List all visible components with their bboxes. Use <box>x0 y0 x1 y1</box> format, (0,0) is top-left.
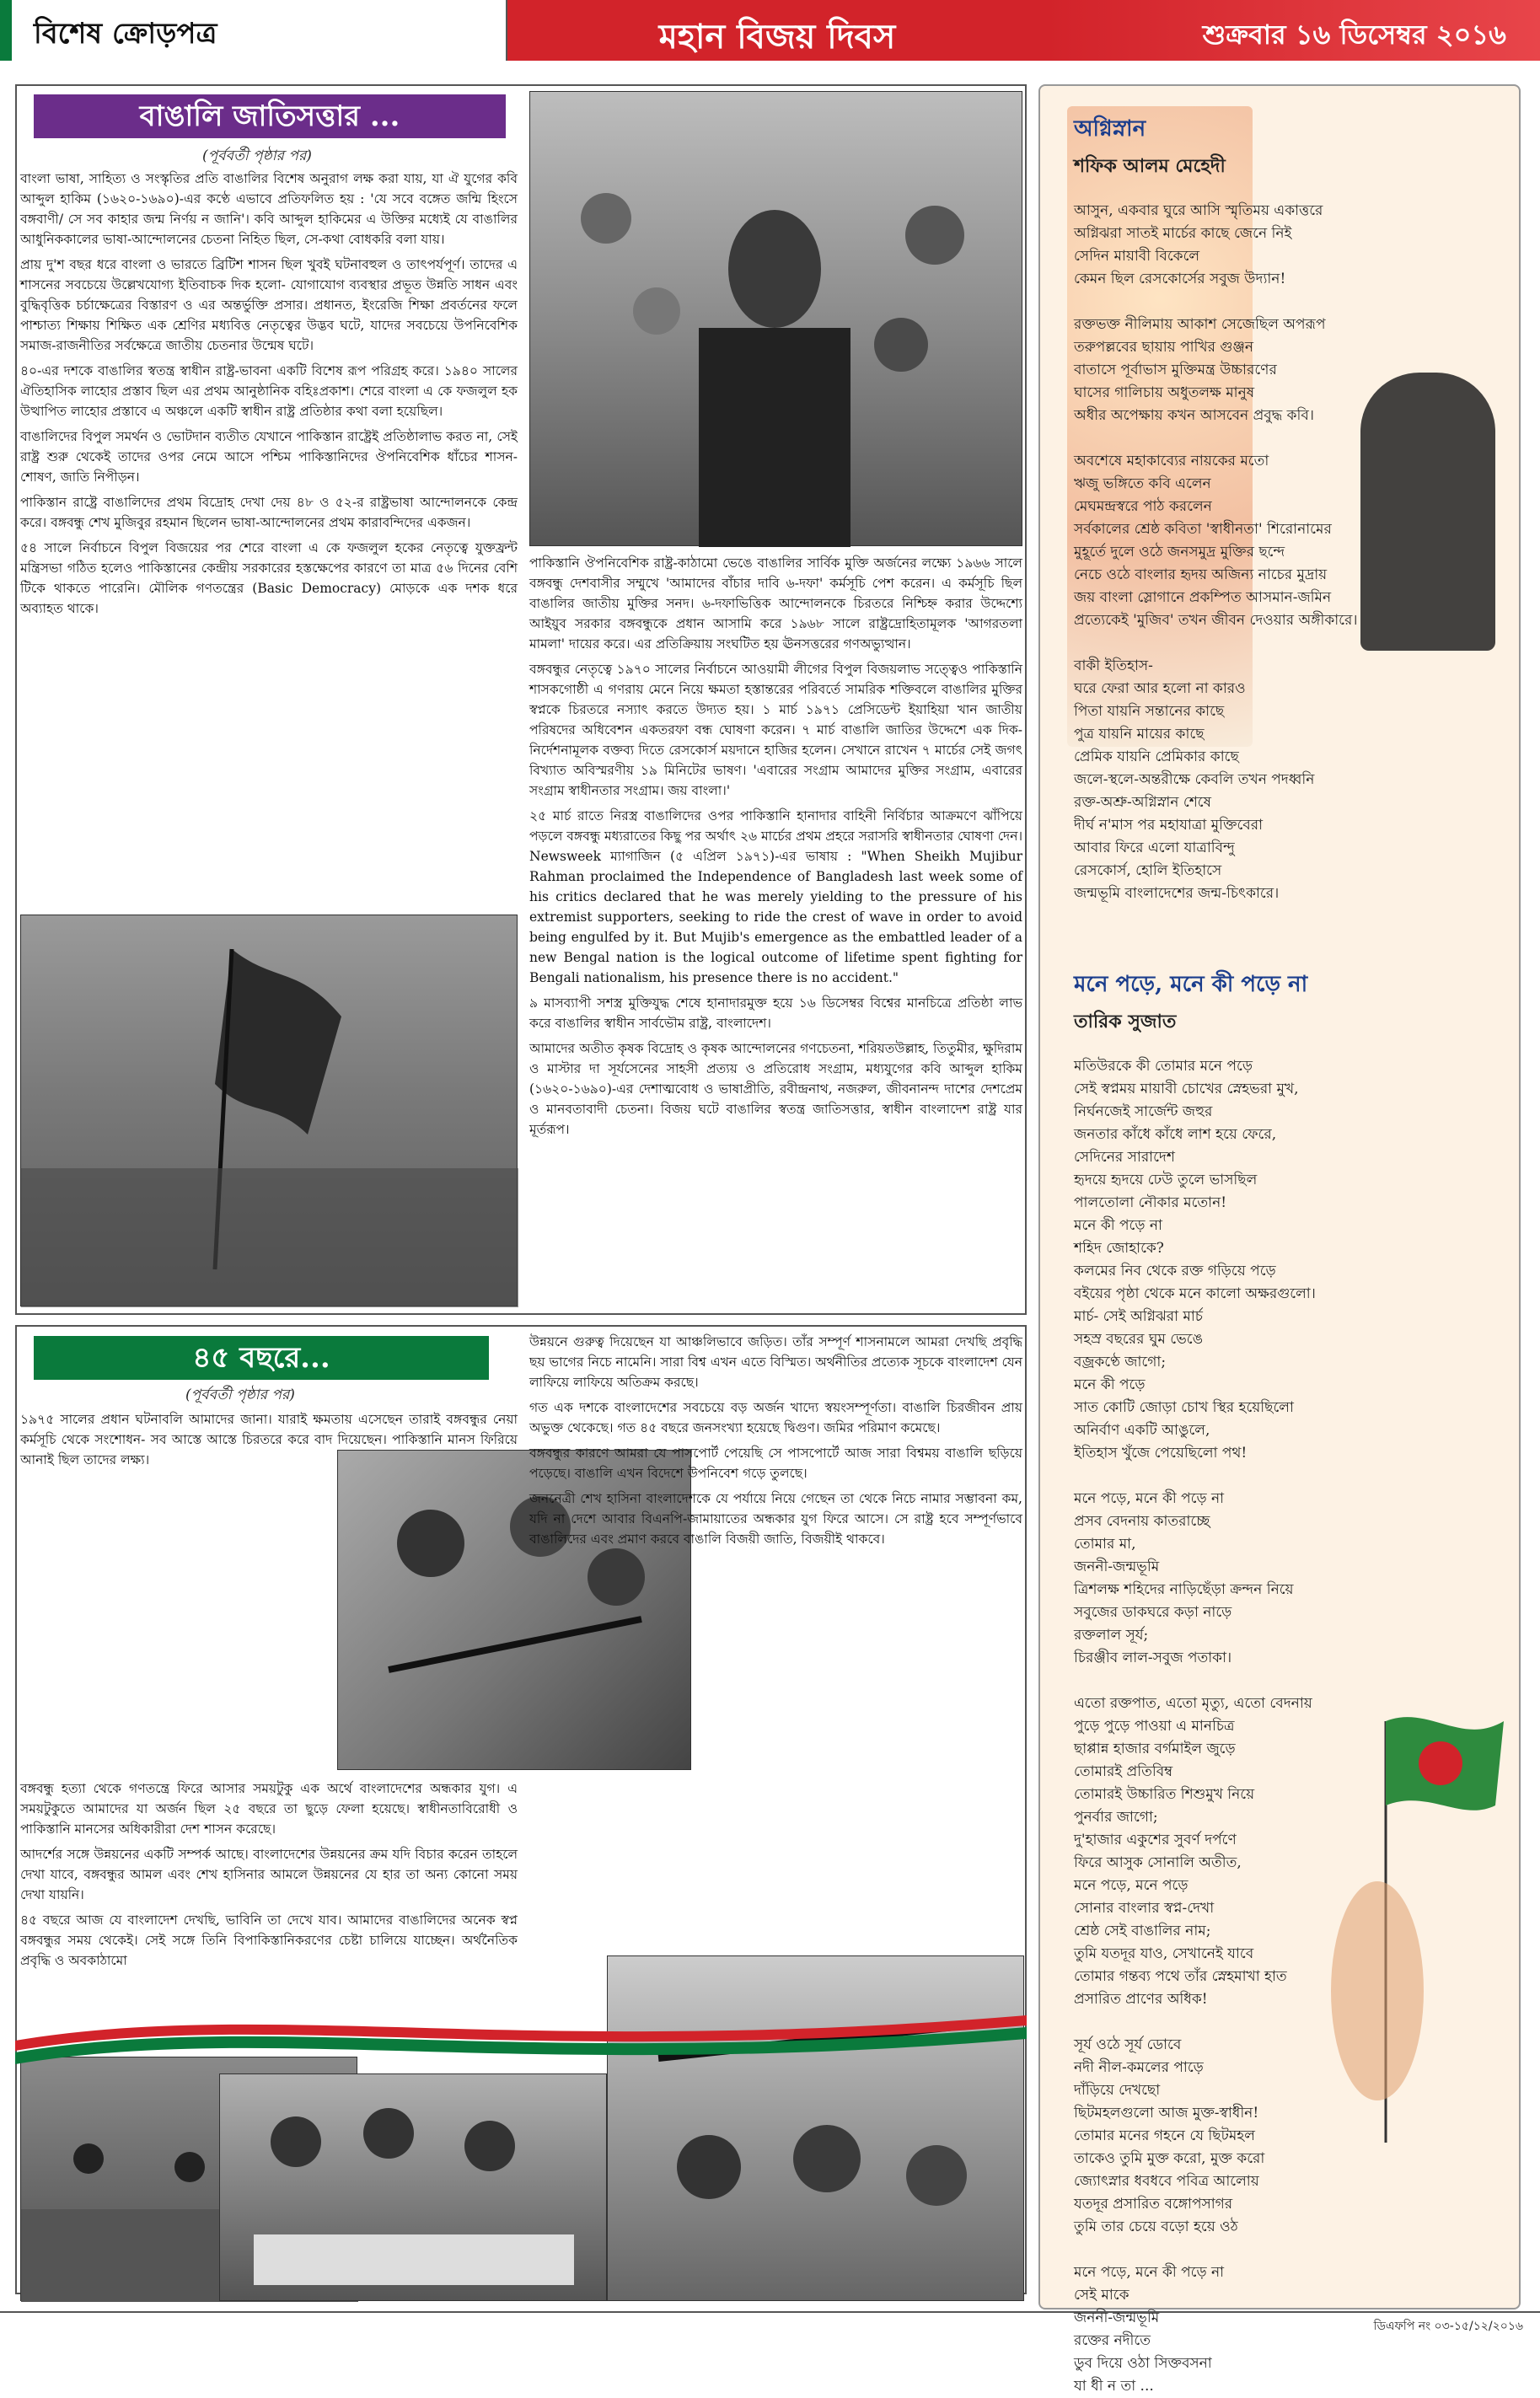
article1-col2-para: আমাদের অতীত কৃষক বিদ্রোহ ও কৃষক আন্দোলনের গণচেতনা, শরিয়তউল্লাহ, তিতুমীর, ক্ষুদিরাম ও মাস্টার দা সূর্যসেনের সাহসী প্রত্যয় ও প্রতিরোধ সংগ্রাম, মধ্যযুগের কবি আব্দুল হাকিম (১৬২০-১৬৯০)-এর দেশাত্মবোধ ও ভাষাপ্রীতি, রবীন্দ্রনাথ, নজরুল, জীবনানন্দ দাশের দেশপ্রেম ও মানবতাবাদী চেতনা। বিজয় ঘটে বাঙালির স্বতন্ত্র জাতিসত্তার, স্বাধীন বাংলাদেশ রাষ্ট্র যার মূর্তরূপ। <box>529 1041 1022 1137</box>
masthead-right <box>1047 0 1540 61</box>
article2-para: ৪৫ বছরে আজ যে বাংলাদেশ দেখছি, ভাবিনি তা দেখে যাব। আমাদের বাঙালিদের অনেক স্বপ্ন বঙ্গবন্ধুর সময় থেকেই। সেই সঙ্গে তিনি বিপাকিস্তানিকরণের চেষ্টা চালিয়ে যাচ্ছেন। অর্থনৈতিক প্রবৃদ্ধি ও অবকাঠামো <box>20 1912 518 1968</box>
victory-crowd-photo <box>607 1955 1024 2301</box>
article1-para: বাঙালিদের বিপুল সমর্থন ও ভোটদান ব্যতীত যেখানে পাকিস্তান রাষ্ট্রেই প্রতিষ্ঠালাভ করত না, সেই রাষ্ট্র শুরু থেকেই তাদের ওপর নেমে আসে পশ্চিম পাকিস্তানিদের ঔপনিবেশিক ধাঁচের শাসন-শোষণ, জাতি নিপীড়ন। <box>20 429 518 485</box>
masthead-left <box>0 0 507 61</box>
poem2 <box>1074 967 1495 2398</box>
page-title: মহান বিজয় দিবস <box>658 17 896 56</box>
article2-para: বঙ্গবন্ধু হত্যা থেকে গণতন্ত্রে ফিরে আসার সময়টুকু এক অর্থে বাংলাদেশের অন্ধকার যুগ। এ সময়টুকুতে আমাদের যা অর্জন ছিল ২৫ বছরে তা ছুড়ে ফেলা হয়েছে। স্বাধীনতাবিরোধী ও পাকিস্তানি মানসের অধিকারীরা দেশ শাসন করেছে। <box>20 1781 518 1837</box>
article1-para: বাংলা ভাষা, সাহিত্য ও সংস্কৃতির প্রতি বাঙালির বিশেষ অনুরাগ লক্ষ করা যায়, যা ঐ যুগের কবি আব্দুল হাকিম (১৬২০-১৬৯০)-এর কণ্ঠে এভাবে প্রতিফলিত হয় : 'যে সবে বঙ্গেত জন্মি হিংসে বঙ্গবাণী/ সে সব কাহার জন্ম নির্ণয় ন জানি'। কবি আব্দুল হাকিমের এ উক্তির মধ্যেই যে বাঙালির আধুনিককালের ভাষা-আন্দোলনের চেতনা নিহিত ছিল, সে-কথা বোধকরি বলা যায়। <box>20 171 518 247</box>
surrender-signing-photo <box>219 2073 607 2301</box>
article1-column1 <box>20 169 518 910</box>
dfp-code: ডিএফপি নং ০৩-১৫/১২/২০১৬ <box>1373 2320 1523 2333</box>
poem2-title: মনে পড়ে, মনে কী পড়ে না <box>1074 972 1308 997</box>
poem1 <box>1074 111 1495 905</box>
article1-continued-note: (পূর্ববর্তী পৃষ্ঠার পর) <box>202 148 312 164</box>
flag-bearers-photo <box>20 915 518 1306</box>
article1-para: প্রায় দু'শ বছর ধরে বাংলা ও ভারতে ব্রিটিশ শাসন ছিল খুবই ঘটনাবহুল ও তাৎপর্যপূর্ণ। তাদের এ শাসনের সবচেয়ে উল্লেখযোগ্য ইতিবাচক দিক হলো- যোগাযোগ ব্যবস্থার প্রভূত উন্নতি সাধন এবং বুদ্ধিবৃত্তিক চর্চাক্ষেত্রের বিস্তারণ ও এর অন্তর্ভুক্তি প্রসার। প্রধানত, ইংরেজি শিক্ষা প্রবর্তনের ফলে পাশ্চাত্য শিক্ষায় শিক্ষিত এক শ্রেণির মধ্যবিত্ত নেতৃত্বের উদ্ভব ঘটে, যাদের সবচেয়ে উপনিবেশিক সমাজ-রাজনীতির সর্বক্ষেত্রে জাতীয় চেতনার উন্মেষ ঘটে। <box>20 257 518 353</box>
crowd-icon <box>530 92 1023 547</box>
poem1-text: আসুন, একবার ঘুরে আসি স্মৃতিময় একাত্তরে অগ্নিঝরা সাতই মার্চের কাছে জেনে নিই সেদিন মায়াবী বিকেলে কেমন ছিল রেসকোর্সের সবুজ উদ্যান! রক্তভক্ত নীলিমায় আকাশ সেজেছিল অপরূপ তরুপল্লবের ছায়ায় পাখির গুঞ্জন বাতাসে পূর্বাভাস মুক্তিমন্ত্র উচ্চারণের ঘাসের গালিচায় অধুতলক্ষ মানুষ অধীর অপেক্ষায় কখন আসবেন প্রবুদ্ধ কবি। অবশেষে মহাকাব্যের নায়কের মতো ঋজু ভঙ্গিতে কবি এলেন মেঘমন্দ্রস্বরে পাঠ করলেন সর্বকালের শ্রেষ্ঠ কবিতা 'স্বাধীনতা' শিরোনামের মুহূর্তে দুলে ওঠে জনসমুদ্র মুক্তির ছন্দে নেচে ওঠে বাংলার হৃদয় অজিন্য নাচের মুদ্রায় জয় বাংলা স্লোগানে প্রকম্পিত আসমান-জমিন প্রত্যেকেই 'মুজিব' তখন জীবন দেওয়ার অঙ্গীকারে। বাকী ইতিহাস- ঘরে ফেরা আর হলো না কারও পিতা যায়নি সন্তানের কাছে পুত্র যায়নি মায়ের কাছে প্রেমিক যায়নি প্রেমিকার কাছে জলে-স্থলে-অন্তরীক্ষে কেবলি তখন পদধ্বনি রক্ত-অশ্রু-অগ্নিস্নান শেষে দীর্ঘ ন'মাস পর মহাযাত্রা মুক্তিবেরা আবার ফিরে এলো যাত্রাবিন্দু রেসকোর্স, হোলি ইতিহাসে জন্মভূমি বাংলাদেশের জন্ম-চিৎকারে। <box>1074 202 1358 902</box>
officers-icon <box>220 2074 608 2302</box>
poem2-text: মতিউরকে কী তোমার মনে পড়ে সেই স্বপ্নময় মায়াবী চোখের স্নেহভরা মুখ, নির্ঘনজেই সার্জেন্ট জহুর জনতার কাঁধে কাঁধে লাশ হয়ে ফেরে, সেদিনের সারাদেশ হৃদয়ে হৃদয়ে ঢেউ তুলে ভাসছিল পালতোলা নৌকার মতোন! মনে কী পড়ে না শহিদ জোহাকে? কলমের নিব থেকে রক্ত গড়িয়ে পড়ে বইয়ের পৃষ্ঠা থেকে মনে কালো অক্ষরগুলো। মার্চ- সেই অগ্নিঝরা মার্চ সহস্র বছরের ঘুম ভেঙে বজ্রকণ্ঠে জাগো; মনে কী পড়ে সাত কোটি জোড়া চোখ স্থির হয়েছিলো অনির্বাণ একটি আঙুলে, ইতিহাস খুঁজে পেয়েছিলো পথ! মনে পড়ে, মনে কী পড়ে না প্রসব বেদনায় কাতরাচ্ছে তোমার মা, জননী-জন্মভূমি ত্রিশলক্ষ শহিদের নাড়িছেঁড়া ক্রন্দন নিয়ে সবুজের ডাকঘরে কড়া নাড়ে রক্তলাল সূর্য; চিরঞ্জীব লাল-সবুজ পতাকা। এতো রক্তপাত, এতো মৃত্যু, এতো বেদনায় পুড়ে পুড়ে পাওয়া এ মানচিত্র ছাপ্পান্ন হাজার বর্গমাইল জুড়ে তোমারই প্রতিবিম্ব তোমারই উচ্চারিত শিশুমুখ নিয়ে পুনর্বার জাগো; দু'হাজার একুশের সুবর্ণ দর্পণে ফিরে আসুক সোনালি অতীত, মনে পড়ে, মনে পড়ে সোনার বাংলার স্বপ্ন-দেখা শ্রেষ্ঠ সেই বাঙালির নাম; তুমি যতদূর যাও, সেখানেই যাবে তোমার গন্তব্য পথে তাঁর স্নেহমাখা হাত প্রসারিত প্রাণের অধিক! সূর্য ওঠে সূর্য ডোবে নদী নীল-কমলের পাড়ে দাঁড়িয়ে দেখছো ছিটমহলগুলো আজ মুক্ত-স্বাধীন! তোমার মনের গহনে যে ছিটমহল তাকেও তুমি মুক্ত করো, মুক্ত করো জ্যোৎস্নার ধবধবে পবিত্র আলোয় যতদূর প্রসারিত বঙ্গোপসাগর তুমি তার চেয়ে বড়ো হয়ে ওঠ মনে পড়ে, মনে কী পড়ে না সেই মাকে জননী-জন্মভূমি রক্তের নদীতে ডুব দিয়ে ওঠা সিক্তবসনা যা ধী ন তা ... <box>1074 1058 1316 2395</box>
article1-para: পাকিস্তান রাষ্ট্রে বাঙালিদের প্রথম বিদ্রোহ দেখা দেয় ৪৮ ও ৫২-র রাষ্ট্রভাষা আন্দোলনকে কেন্দ্র করে। বঙ্গবন্ধু শেখ মুজিবুর রহমান ছিলেন ভাষা-আন্দোলনের প্রথম কারাবন্দিদের একজন। <box>20 495 518 530</box>
article2-continued-note: (পূর্ববর্তী পৃষ্ঠার পর) <box>185 1387 295 1403</box>
article2-heading: ৪৫ বছরে... <box>34 1336 489 1380</box>
masthead-green-stripe <box>0 0 12 61</box>
article1-col2-para: বঙ্গবন্ধুর নেতৃত্বে ১৯৭০ সালের নির্বাচনে আওয়ামী লীগের বিপুল বিজয়লাভ সত্ত্বেও পাকিস্তানি শাসকগোষ্ঠী এ গণরায় মেনে নিয়ে ক্ষমতা হস্তান্তরের পরিবর্তে সামরিক শক্তিবলে বাঙালির মুক্তির স্বপ্নকে চিরতরে নস্যাৎ করতে উদ্যত হয়। ১ মার্চ ১৯৭১ প্রেসিডেন্ট ইয়াহিয়া খান জাতীয় পরিষদের অধিবেশন একতরফা বন্ধ ঘোষণা করেন। ৭ মার্চ বাঙালি জাতির উদ্দেশে এক দিক-নির্দেশনামূলক বক্তব্য দিতে রেসকোর্স ময়দানে হাজির হলেন। সেখানে রাখেন ৭ মার্চের সেই জগৎ বিখ্যাত অবিস্মরণীয় ১৯ মিনিটের ভাষণ। 'এবারের সংগ্রাম আমাদের মুক্তির সংগ্রাম, এবারের সংগ্রাম স্বাধীনতার সংগ্রাম। জয় বাংলা।' <box>529 662 1022 798</box>
article1-column2 <box>529 553 1022 1307</box>
flag-icon <box>21 915 518 1307</box>
flag-ribbon-decoration <box>15 2010 1027 2069</box>
rifle-icon <box>608 1956 1025 2302</box>
article1-heading: বাঙালি জাতিসত্তার ... <box>34 94 506 138</box>
article1-col2-para: ৯ মাসব্যাপী সশস্ত্র মুক্তিযুদ্ধ শেষে হানাদারমুক্ত হয়ে ১৬ ডিসেম্বর বিশ্বের মানচিত্রে প্রতিষ্ঠা লাভ করে বাঙালির স্বাধীন সার্বভৌম রাষ্ট্র, বাংলাদেশ। <box>529 995 1022 1031</box>
poem2-author: তারিক সুজাত <box>1074 1011 1177 1033</box>
leader-crowd-photo <box>529 91 1022 546</box>
masthead <box>0 0 1540 61</box>
article2-col2-para: বঙ্গবন্ধুর কারণে আমরা যে পাসপোর্ট পেয়েছি সে পাসপোর্টে আজ সারা বিশ্বময় বাঙালি ছড়িয়ে পড়েছে। বাঙালি এখন বিদেশে উপনিবেশ গড়ে তুলছে। <box>529 1446 1022 1481</box>
supplement-label: বিশেষ ক্রোড়পত্র <box>34 17 217 51</box>
poem1-title: অগ্নিস্নান <box>1074 116 1146 142</box>
poem1-author: শফিক আলম মেহেদী <box>1074 155 1226 177</box>
article1-col2-para: ২৫ মার্চ রাতে নিরস্ত্র বাঙালিদের ওপর পাকিস্তানি হানাদার বাহিনী নির্বিচার আক্রমণে ঝাঁপিয়ে পড়লে বঙ্গবন্ধু মধ্যরাতের কিছু পর অর্থাৎ ২৬ মার্চের প্রথম প্রহরে সরাসরি স্বাধীনতার ঘোষণা দেন। Newsweek ম্যাগাজিন (৫ এপ্রিল ১৯৭১)-এর ভাষায় : "When Sheikh Mujibur Rahman proclaimed the Independence of Bangladesh last week some of his critics declared that he was merely yielding to the pressure of his extremist supporters, seeking to ride the crest of wave in order to avoid being engulfed by it. But Mujib's emergence as the embattled leader of a new Bengal nation is the logical outcome of lifetime spent fighting for Bengali nationalism, his presence there is no accident." <box>529 808 1022 985</box>
article1-para: ৫৪ সালে নির্বাচনে বিপুল বিজয়ের পর শেরে বাংলা এ কে ফজলুল হকের নেতৃত্বে যুক্তফ্রন্ট মন্ত্রিসভা গঠিত হলেও পাকিস্তানের কেন্দ্রীয় সরকারের হস্তক্ষেপের কারণে তা মাত্র ৫৬ দিনের বেশি টিকে থাকতে পারেনি। মৌলিক গণতন্ত্রের (Basic Democracy) মোড়কে এক দশক ধরে অব্যাহত থাকে। <box>20 540 518 616</box>
article1-para: ৪০-এর দশকে বাঙালির স্বতন্ত্র স্বাধীন রাষ্ট্র-ভাবনা একটি বিশেষ রূপ পরিগ্রহ করে। ১৯৪০ সালের ঐতিহাসিক লাহোর প্রস্তাব ছিল এর প্রথম আনুষ্ঠানিক বহিঃপ্রকাশ। শেরে বাংলা এ কে ফজলুল হক উত্থাপিত লাহোর প্রস্তাবে এ অঞ্চলে একটি স্বাধীন রাষ্ট্র প্রতিষ্ঠার কথা বলা হয়েছিল। <box>20 363 518 419</box>
article2-col2-para: গত এক দশকে বাংলাদেশের সবচেয়ে বড় অর্জন খাদ্যে স্বয়ংসম্পূর্ণতা। বাঙালি চিরজীবন প্রায় অভুক্ত থেকেছে। গত ৪৫ বছরে জনসংখ্যা হয়েছে দ্বিগুণ। জমির পরিমাণ কমেছে। <box>529 1400 1022 1435</box>
article2-col2-para: উন্নয়নে গুরুত্ব দিয়েছেন যা আঞ্চলিভাবে জড়িত। তাঁর সম্পূর্ণ শাসনামলে আমরা দেখছি প্রবৃদ্ধি ছয় ভাগের নিচে নামেনি। সারা বিশ্ব এখন এতে বিস্মিত। অর্থনীতির প্রত্যেক সূচকে বাংলাদেশ যেন লাফিয়ে লাফিয়ে অতিক্রম করছে। <box>529 1334 1022 1390</box>
issue-date: শুক্রবার ১৬ ডিসেম্বর ২০১৬ <box>1202 19 1506 51</box>
footer <box>0 2311 1540 2336</box>
article2-col2-para: জননেত্রী শেখ হাসিনা বাংলাদেশকে যে পর্যায়ে নিয়ে গেছেন তা থেকে নিচে নামার সম্ভাবনা কম, যদি না দেশে আবার বিএনপি-জামায়াতের অন্ধকার যুগ ফিরে আসে। সে রাষ্ট্র হবে সম্পূর্ণভাবে বাঙালিদের এবং প্রমাণ করবে বাঙালি বিজয়ী জাতি, বিজয়ীই থাকবে। <box>529 1491 1022 1547</box>
article2-column2 <box>529 1325 1022 1763</box>
article2-para: ১৯৭৫ সালের প্রধান ঘটনাবলি আমাদের জানা। যারাই ক্ষমতায় এসেছেন তারাই বঙ্গবন্ধুর নেয়া কর্মসূচি থেকে সংশোধন- সব আস্তে আস্তে চিরতরে করে বাদ দিয়েছেন। পাকিস্তানি মানস ফিরিয়ে আনাই ছিল তাদের লক্ষ্য। <box>20 1412 518 1467</box>
article1-col2-para: পাকিস্তানি ঔপনিবেশিক রাষ্ট্র-কাঠামো ভেঙে বাঙালির সার্বিক মুক্তি অর্জনের লক্ষ্যে ১৯৬৬ সালে বঙ্গবন্ধু দেশবাসীর সম্মুখে 'আমাদের বাঁচার দাবি ৬-দফা' কর্মসূচি পেশ করেন। এ কর্মসূচি ছিল বাঙালির জাতীয় মুক্তির সনদ। ৬-দফাভিত্তিক আন্দোলনকে চিরতরে নিশ্চিহ্ন করার উদ্দেশ্যে আইয়ুব সরকার বঙ্গবন্ধুকে প্রধান আসামি করে ১৯৬৮ সালে রাষ্ট্রদ্রোহিতামূলক 'আগরতলা মামলা' দায়ের করে। এর প্রতিক্রিয়ায় সংঘটিত হয় ঊনসত্তরের গণঅভ্যুত্থান। <box>529 555 1022 652</box>
flag-illustration <box>1293 1687 1512 2159</box>
article2-para: আদর্শের সঙ্গে উন্নয়নের একটি সম্পর্ক আছে। বাংলাদেশের উন্নয়নের ক্রম যদি বিচার করেন তাহলে দেখা যাবে, বঙ্গবন্ধুর আমল এবং শেখ হাসিনার আমলে উন্নয়নের যে হার তা অন্য কোনো সময় দেখা যায়নি। <box>20 1847 518 1902</box>
masthead-center <box>507 0 1047 61</box>
